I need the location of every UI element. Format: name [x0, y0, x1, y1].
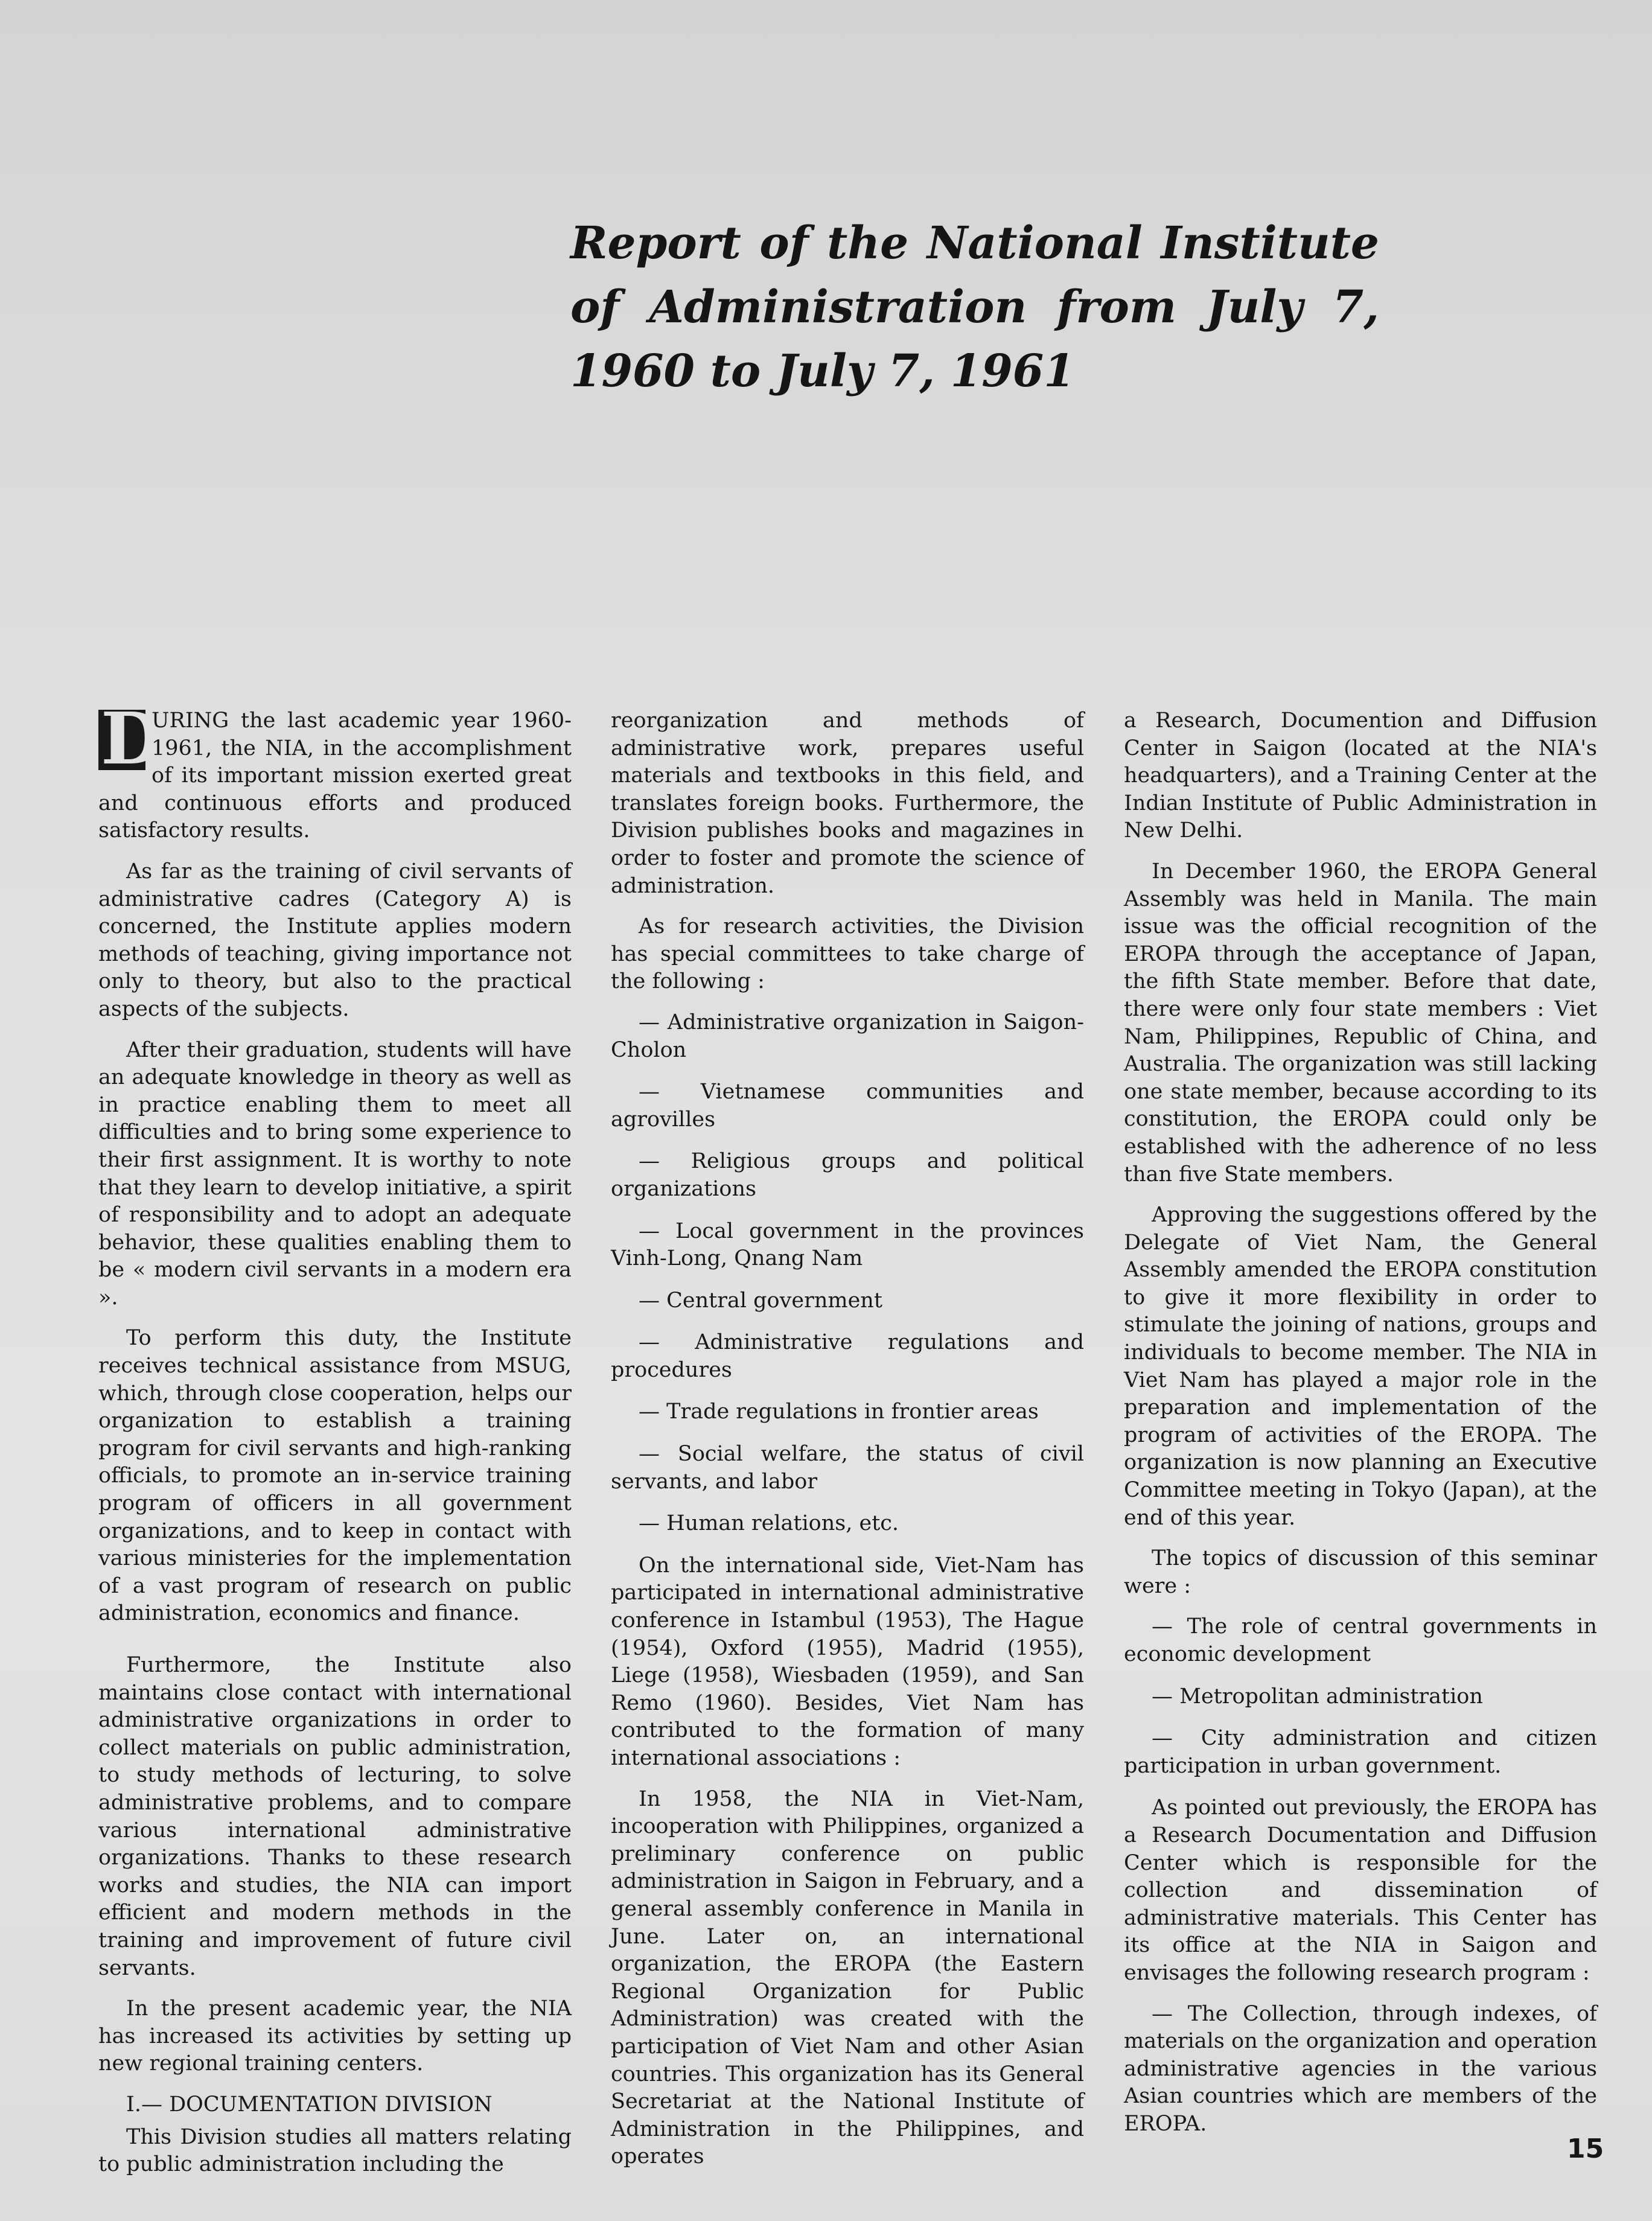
paragraph: reorganization and methods of administrative work, prepares useful materials and textbooks in this field, and translates foreign books. Furthermore, the Division publishes books and magazines in order to foster and promote the science of administration. — [611, 709, 1084, 898]
paragraph: The topics of discussion of this seminar were : — [1124, 1546, 1597, 1598]
list-item: — City administration and citizen participation in urban government. — [1124, 1726, 1597, 1778]
paragraph: Furthermore, the Institute also maintains close contact with international administrative organizations in order to collect materials on public administration, to study methods of lecturing, to solve administrative problems, and to compare various international administrative organizations. Thanks to these research works and studies, the NIA can import efficient and modern methods in the training and improvement of future civil servants. — [98, 1653, 572, 1980]
paragraph: This Division studies all matters relating to public administration including the — [98, 2124, 572, 2177]
paragraph: Approving the suggestions offered by the Delegate of Viet Nam, the General Assembly amended the EROPA constitution to give it more flexibility in order to stimulate the joining of nations, groups and individuals to become member. The NIA in Viet Nam has played a major role in the preparation and implementation of the program of activities of the EROPA. The organization is now planning an Executive Committee meeting in Tokyo (Japan), at the end of this year. — [1124, 1203, 1597, 1530]
paragraph: In 1958, the NIA in Viet-Nam, incooperation with Philippines, organized a preliminary conference on public administration in Saigon in February, and a general assembly conference in Manila in June. Later on, an international organization, the EROPA (the Eastern Regional Organization for Public Administration) was created with the participation of Viet Nam and other Asian countries. This organization has its General Secretariat at the National Institute of Administration in the Philippines, and operates — [611, 1786, 1084, 2169]
paragraph: As pointed out previously, the EROPA has a Research Documentation and Diffusion Center which is responsible for the collection and dissemination of administrative materials. This Center has its office at the NIA in Saigon and envisages the following research program : — [1124, 1796, 1597, 1985]
list-item: — The role of central governments in economic development — [1124, 1614, 1597, 1666]
page-number: 15 — [1567, 2133, 1604, 2164]
list-item: — Administrative organization in Saigon-Cholon — [611, 1010, 1084, 1062]
list-item: — Metropolitan administration — [1152, 1684, 1483, 1709]
list-item: — Religious groups and political organizations — [611, 1149, 1084, 1201]
section-heading: I.— DOCUMENTATION DIVISION — [126, 2092, 493, 2117]
list-item: — Local government in the provinces Vinh-Long, Qnang Nam — [611, 1219, 1084, 1271]
article-title: Report of the National Institute of Administration from July 7, 1960 to July 7, 1961 — [570, 217, 1379, 397]
paragraph: On the international side, Viet-Nam has participated in international administrative conference in Istambul (1953), The Hague (1954), Oxford (1955), Madrid (1955), Liege (1958), Wiesbaden (1959), and San Remo (1960). Besides, Viet Nam has contributed to the formation of many international associations : — [611, 1553, 1084, 1770]
paragraph: In the present academic year, the NIA has increased its activities by setting up new regional training centers. — [98, 1996, 572, 2076]
text-column-2 — [611, 707, 1084, 2184]
drop-cap: D — [98, 710, 145, 770]
paragraph: As far as the training of civil servants of administrative cadres (Category A) is concerned, the Institute applies modern methods of teaching, giving importance not only to theory, but also to the practical aspects of the subjects. — [98, 859, 572, 1021]
paragraph-text: URING the last academic year 1960-1961, the NIA, in the accomplishment of its important mission exerted great and continuous efforts and produced satisfactory results. — [98, 709, 572, 843]
paragraph — [98, 696, 572, 845]
list-item: — Administrative regulations and procedures — [611, 1330, 1084, 1382]
list-item: — Vietnamese communities and agrovilles — [611, 1080, 1084, 1132]
text-column-3 — [1124, 707, 1597, 2153]
list-item: — Trade regulations in frontier areas — [639, 1400, 1039, 1424]
paragraph: As for research activities, the Division has special committees to take charge of the following : — [611, 914, 1084, 994]
list-item: — Human relations, etc. — [639, 1511, 899, 1536]
list-item: — Social welfare, the status of civil servants, and labor — [611, 1442, 1084, 1494]
list-item: — The Collection, through indexes, of materials on the organization and operation administrative agencies in the various Asian countries which are members of the EROPA. — [1124, 2001, 1597, 2136]
paragraph: To perform this duty, the Institute receives technical assistance from MSUG, which, through close cooperation, helps our organization to establish a training program for civil servants and high-ranking officials, to promote an in-service training program of officers in all government organizations, and to keep in contact with various ministeries for the implementation of a vast program of research on public administration, economics and finance. — [98, 1326, 572, 1626]
paragraph: a Research, Documention and Diffusion Center in Saigon (located at the NIA's headquarters), and a Training Center at the Indian Institute of Public Administration in New Delhi. — [1124, 709, 1597, 843]
paragraph: After their graduation, students will have an adequate knowledge in theory as well as in practice enabling them to meet all difficulties and to bring some experience to their first assignment. It is worthy to note that they learn to develop initiative, a spirit of responsibility and to adopt an adequate behavior, these qualities enabling them to be « modern civil servants in a modern era ». — [98, 1037, 572, 1310]
text-column-1 — [98, 696, 572, 2192]
paragraph: In December 1960, the EROPA General Assembly was held in Manila. The main issue was the official recognition of the EROPA through the acceptance of Japan, the fifth State member. Before that date, there were only four state members : Viet Nam, Philippines, Republic of China, and Australia. The organization was still lacking one state member, because according to its constitution, the EROPA could only be established with the adherence of no less than five State members. — [1124, 859, 1597, 1187]
list-item: — Central government — [639, 1288, 882, 1313]
